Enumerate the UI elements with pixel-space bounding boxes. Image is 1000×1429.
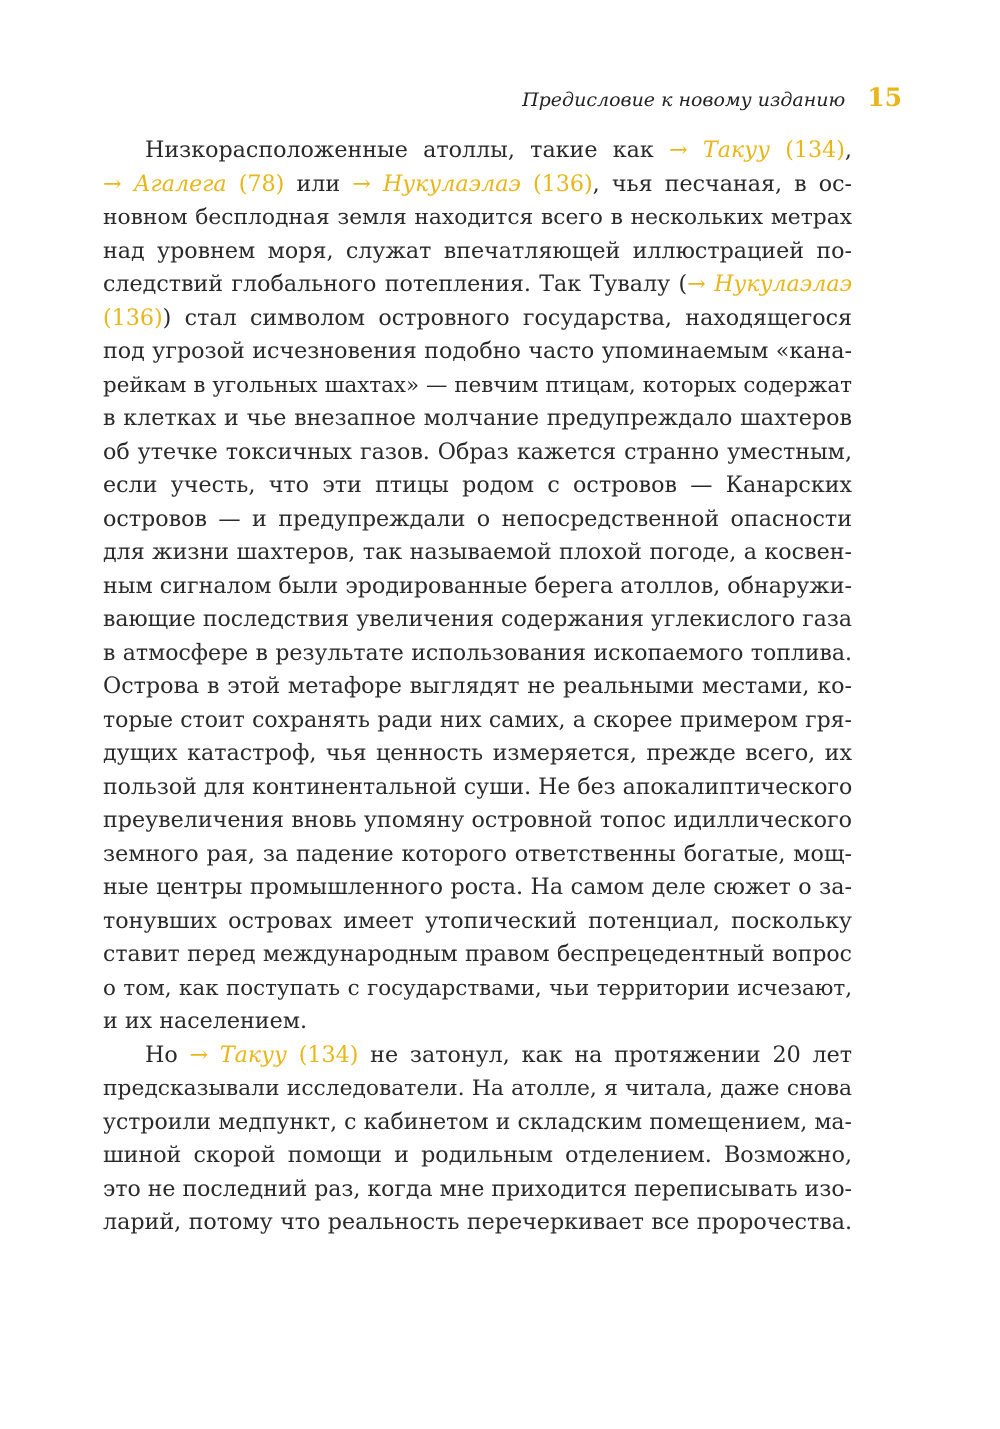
text-line: пользой для континентальной суши. Не без апокалиптического	[103, 774, 853, 800]
text-line: тонувших островах имеет утопический потенциал, поскольку	[103, 907, 852, 934]
paragraph-2	[103, 1039, 852, 1240]
text-line: следствий глобального потепления. Так Тувалу (→ Нукулаэлаэ	[103, 271, 852, 297]
text-line: это не последний раз, когда мне приходится переписывать изо-	[103, 1176, 852, 1202]
text-line: ные центры промышленного роста. На самом деле сюжет о за-	[103, 874, 852, 900]
cross-reference-agalega[interactable]: → Агалега (78)	[103, 170, 285, 197]
text-line: (136)) стал символом островного государства, находящегося	[103, 304, 852, 331]
running-title: Предисловие к новому изданию	[522, 89, 846, 111]
running-header	[522, 83, 902, 112]
text-line: о том, как поступать с государствами, чьи территории исчезают,	[103, 975, 852, 1001]
cross-reference-nukulaelae[interactable]: → Нукулаэлаэ	[687, 271, 852, 297]
text-line: преувеличения вновь упомяну островной топос идиллического	[103, 807, 852, 833]
text-line: предсказывали исследователи. На атолле, я читала, даже снова	[103, 1076, 852, 1101]
cross-reference-takuu[interactable]: → Такуу (134)	[189, 1041, 359, 1068]
text-line: Острова в этой метафоре выглядят не реальными местами, ко-	[103, 673, 852, 699]
text-line: вающие последствия увеличения содержания углекислого газа	[103, 607, 852, 632]
text-line: и их населением.	[103, 1008, 308, 1034]
text-line: устроили медпункт, с кабинетом и складским помещением, ма-	[103, 1109, 852, 1135]
text-line: если учесть, что эти птицы родом с островов — Канарских	[103, 472, 852, 498]
text-line: шиной скорой помощи и родильным отделением. Возможно,	[103, 1142, 852, 1168]
paragraph-1	[103, 134, 852, 1039]
text-line: ставит перед международным правом беспрецедентный вопрос	[103, 942, 852, 967]
text-line: под угрозой исчезновения подобно часто упоминаемым «кана-	[103, 338, 852, 364]
text-line: земного рая, за падение которого ответственны богатые, мощ-	[103, 840, 852, 867]
page-number: 15	[867, 83, 902, 112]
text-line: новном бесплодная земля находится всего в нескольких метрах	[103, 205, 852, 230]
text-line: ным сигналом были эродированные берега атоллов, обнаружи-	[103, 572, 852, 599]
text-line: торые стоит сохранять ради них самих, а скорее примером гря-	[103, 707, 852, 733]
cross-reference-nukulaelae-page[interactable]: (136)	[103, 304, 163, 331]
text-line: дущих катастроф, чья ценность измеряется, прежде всего, их	[103, 740, 852, 766]
text-line: Но → Такуу (134) не затонул, как на протяжении 20 лет	[145, 1041, 852, 1068]
text-line: Низкорасположенные атоллы, такие как → Такуу (134),	[145, 137, 852, 163]
text-line: → Агалега (78) или → Нукулаэлаэ (136), чья песчаная, в ос-	[103, 170, 853, 197]
text-line: рейкам в угольных шахтах» — певчим птицам, которых содержат	[103, 372, 852, 398]
text-line: над уровнем моря, служат впечатляющей иллюстрацией по-	[103, 237, 852, 264]
cross-reference-nukulaelae[interactable]: → Нукулаэлаэ (136)	[352, 170, 593, 197]
text-line: об утечке токсичных газов. Образ кажется странно уместным,	[103, 438, 852, 465]
text-line: в атмосфере в результате использования ископаемого топлива.	[103, 640, 852, 666]
body-text	[103, 134, 852, 1240]
text-line: для жизни шахтеров, так называемой плохой погоде, а косвен-	[103, 539, 852, 565]
text-line: ларий, потому что реальность перечеркивает все пророчества.	[103, 1209, 852, 1235]
text-line: островов — и предупреждали о непосредственной опасности	[103, 505, 852, 532]
cross-reference-takuu[interactable]: → Такуу (134)	[669, 137, 845, 163]
text-line: в клетках и чье внезапное молчание предупреждало шахтеров	[103, 405, 852, 431]
